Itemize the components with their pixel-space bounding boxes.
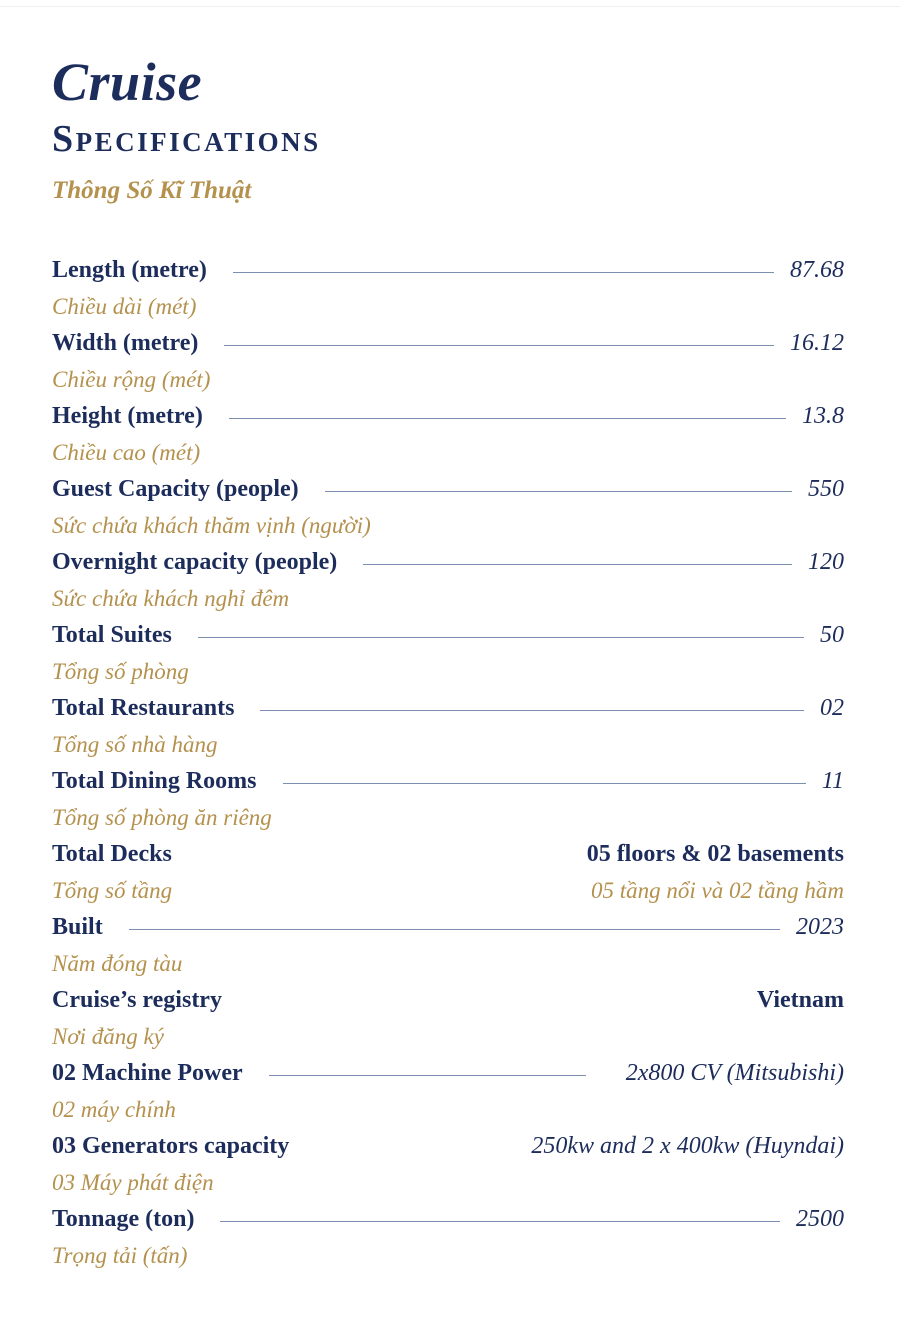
leader-line bbox=[283, 783, 806, 784]
spec-sub-label: 02 máy chính bbox=[52, 1096, 176, 1122]
spec-value: 250kw and 2 x 400kw (Huyndai) bbox=[531, 1132, 844, 1159]
subtitle-vietnamese: Thông Số Kĩ Thuật bbox=[52, 177, 252, 204]
spec-label: Total Suites bbox=[52, 621, 172, 648]
spec-value: 13.8 bbox=[802, 402, 844, 429]
spec-overnight-capacity bbox=[52, 544, 844, 617]
spec-value: 2x800 CV (Mitsubishi) bbox=[625, 1059, 844, 1086]
spec-built bbox=[52, 909, 844, 982]
spec-value: 50 bbox=[820, 621, 844, 648]
spec-label: Tonnage (ton) bbox=[52, 1205, 195, 1232]
spec-sub-label: Sức chứa khách thăm vịnh (người) bbox=[52, 512, 371, 538]
spec-value: 02 bbox=[820, 694, 844, 721]
title-specifications: Specifications bbox=[52, 118, 321, 160]
leader-line bbox=[224, 345, 774, 346]
spec-machine-power bbox=[52, 1055, 844, 1128]
leader-line bbox=[220, 1221, 780, 1222]
spec-total-restaurants bbox=[52, 690, 844, 763]
spec-sub-label: Chiều rộng (mét) bbox=[52, 366, 211, 392]
spec-label: Height (metre) bbox=[52, 402, 203, 429]
spec-value: 11 bbox=[821, 767, 844, 794]
spec-sub-label: Nơi đăng ký bbox=[52, 1023, 164, 1049]
spec-sub-label: Tổng số phòng bbox=[52, 658, 189, 684]
spec-sub-label: Tổng số phòng ăn riêng bbox=[52, 804, 272, 830]
spec-label: 03 Generators capacity bbox=[52, 1132, 290, 1159]
leader-line bbox=[129, 929, 780, 930]
spec-generators bbox=[52, 1128, 844, 1201]
title-cruise: Cruise bbox=[52, 52, 203, 112]
spec-label: Overnight capacity (people) bbox=[52, 548, 338, 575]
spec-label: Total Restaurants bbox=[52, 694, 235, 721]
spec-sub-label: 03 Máy phát điện bbox=[52, 1169, 214, 1195]
top-divider bbox=[0, 0, 900, 7]
leader-line bbox=[325, 491, 792, 492]
leader-line bbox=[363, 564, 792, 565]
leader-line bbox=[229, 418, 786, 419]
spec-value: 05 floors & 02 basements bbox=[586, 840, 844, 867]
leader-line bbox=[198, 637, 804, 638]
spec-tonnage bbox=[52, 1201, 844, 1274]
spec-sub-label: Trọng tải (tấn) bbox=[52, 1242, 188, 1268]
spec-guest-capacity bbox=[52, 471, 844, 544]
spec-registry bbox=[52, 982, 844, 1055]
spec-sub-label: Tổng số nhà hàng bbox=[52, 731, 218, 757]
spec-total-decks bbox=[52, 836, 844, 909]
spec-value: 120 bbox=[808, 548, 844, 575]
spec-height bbox=[52, 398, 844, 471]
leader-line bbox=[233, 272, 774, 273]
spec-label: Width (metre) bbox=[52, 329, 199, 356]
spec-sub-label: Chiều dài (mét) bbox=[52, 293, 197, 319]
spec-label: Built bbox=[52, 913, 103, 940]
spec-sub-label: Tổng số tầng bbox=[52, 877, 173, 903]
spec-value: 16.12 bbox=[790, 329, 844, 356]
spec-value: 2023 bbox=[796, 913, 844, 940]
spec-sub-label: Chiều cao (mét) bbox=[52, 439, 201, 465]
spec-sub-label: Năm đóng tàu bbox=[52, 950, 183, 976]
spec-length bbox=[52, 252, 844, 325]
leader-line bbox=[269, 1075, 586, 1076]
spec-label: Cruise’s registry bbox=[52, 986, 222, 1013]
spec-list bbox=[52, 252, 844, 1274]
spec-total-suites bbox=[52, 617, 844, 690]
spec-label: 02 Machine Power bbox=[52, 1059, 243, 1086]
spec-total-dining-rooms bbox=[52, 763, 844, 836]
leader-line bbox=[260, 710, 804, 711]
spec-value: 550 bbox=[808, 475, 844, 502]
spec-label: Total Dining Rooms bbox=[52, 767, 257, 794]
spec-label: Guest Capacity (people) bbox=[52, 475, 299, 502]
spec-value: Vietnam bbox=[756, 986, 844, 1013]
spec-value: 87.68 bbox=[790, 256, 844, 283]
spec-label: Total Decks bbox=[52, 840, 172, 867]
spec-sub-value: 05 tầng nổi và 02 tầng hầm bbox=[591, 877, 844, 903]
spec-width bbox=[52, 325, 844, 398]
spec-sub-label: Sức chứa khách nghỉ đêm bbox=[52, 585, 290, 611]
spec-label: Length (metre) bbox=[52, 256, 207, 283]
spec-value: 2500 bbox=[796, 1205, 844, 1232]
